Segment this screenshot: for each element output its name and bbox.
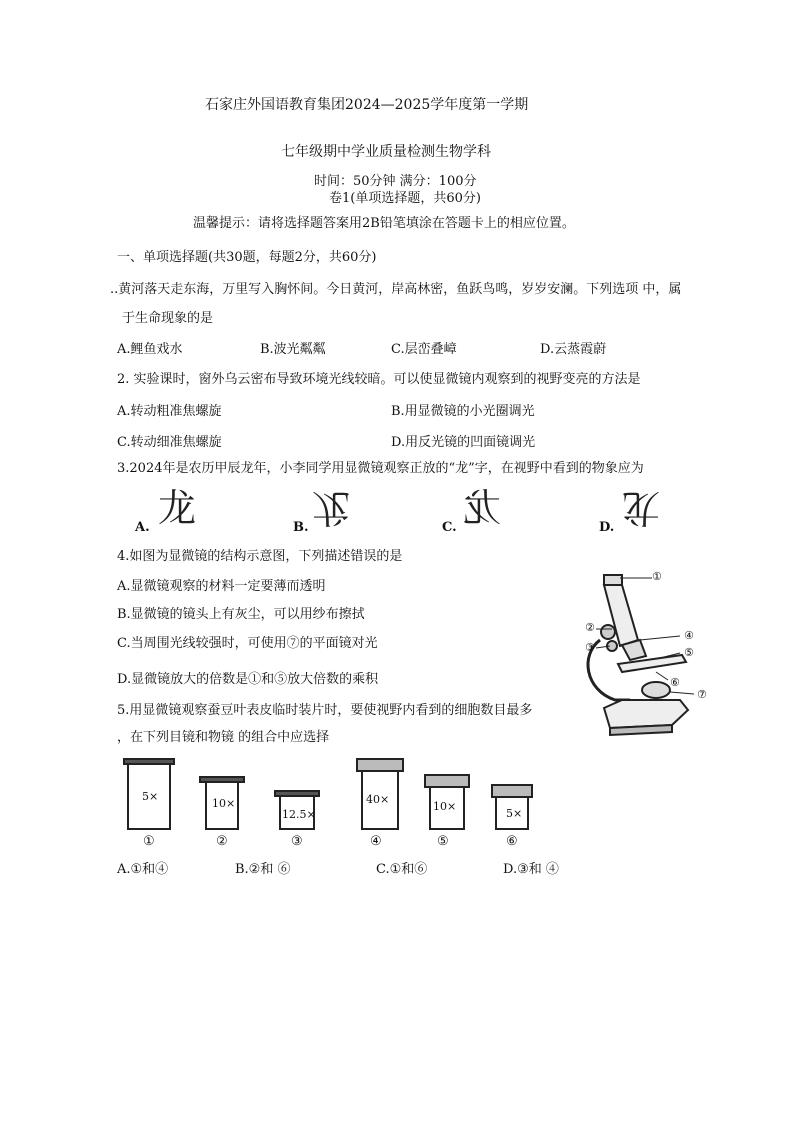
q5-option-c: C.①和⑥ [376,862,428,877]
q5-stem-cont: ，在下列目镜和物镜 的组合中应选择 [117,730,330,745]
figure-label-7: ⑦ [697,688,707,701]
q3-option-a: A. [135,520,150,535]
figure-label-3: ③ [585,641,595,654]
lens-6-num: ⑥ [506,834,518,849]
q1-stem-cont: 于生命现象的是 [122,311,214,326]
lenses-figure [120,755,540,855]
q3-glyph-b: 龙 [312,486,351,530]
lens-5-num: ⑤ [437,834,449,849]
q2-option-c: C.转动细准焦螺旋 [117,435,222,450]
q4-option-d: D.显微镜放大的倍数是①和⑤放大倍数的乘积 [117,672,379,687]
q1-option-a: A.鲤鱼戏水 [117,342,183,357]
volume-label: 卷1(单项选择题，共60分) [329,191,481,206]
q3-glyph-c: 龙 [463,486,502,530]
figure-label-6: ⑥ [670,676,680,689]
figure-label-2: ② [585,621,595,634]
lens-1-mag: 5× [142,790,159,803]
lens-2-num: ② [216,834,228,849]
section-heading: 一、单项选择题(共30题，每题2分，共60分) [117,250,377,265]
q2-option-b: B.用显微镜的小光圈调光 [391,404,535,419]
lens-1-num: ① [143,834,155,849]
q1-option-d: D.云蒸霞蔚 [540,342,607,357]
q3-option-d: D. [599,520,615,535]
q1-stem: ..黄河落天走东海，万里写入胸怀间。今日黄河，岸高林密，鱼跃鸟鸣，岁岁安澜。下列选项 中，属 [110,282,682,297]
exam-title: 石家庄外国语教育集团2024—2025学年度第一学期 [205,97,529,113]
q4-stem: 4.如图为显微镜的结构示意图，下列描述错误的是 [117,549,403,564]
q4-option-a: A.显微镜观察的材料一定要薄而透明 [117,579,326,594]
q3-option-c: C. [442,520,457,535]
q3-stem: 3.2024年是农历甲辰龙年，小李同学用显微镜观察正放的“龙”字，在视野中看到的物象应为 [117,461,644,476]
q2-option-d: D.用反光镜的凹面镜调光 [391,435,536,450]
q5-option-a: A.①和④ [117,862,169,877]
exam-subtitle: 七年级期中学业质量检测生物学科 [281,144,491,160]
q3-glyph-a: 龙 [158,486,197,530]
figure-label-5: ⑤ [684,646,694,659]
tip-text: 温馨提示：请将选择题答案用2B铅笔填涂在答题卡上的相应位置。 [193,216,575,231]
q2-stem: 2. 实验课时，窗外乌云密布导致环境光线较暗。可以使显微镜内观察到的视野变亮的方法是 [117,372,641,387]
lens-4-num: ④ [370,834,382,849]
figure-label-4: ④ [684,629,694,642]
lens-5-mag: 10× [433,800,457,813]
q5-stem: 5.用显微镜观察蚕豆叶表皮临时装片时，要使视野内看到的细胞数目最多 [117,703,533,718]
figure-label-1: ① [652,570,662,583]
q5-option-d: D.③和 ④ [503,862,559,877]
q1-option-c: C.层峦叠嶂 [391,342,457,357]
time-score: 时间：50分钟 满分：100分 [314,174,477,189]
q4-option-c: C.当周围光线较强时，可使用⑦的平面镜对光 [117,636,378,651]
lens-4-mag: 40× [366,793,390,806]
lens-3-num: ③ [291,834,303,849]
q3-option-b: B. [293,520,309,535]
lens-6-mag: 5× [506,807,523,820]
q3-glyph-d: 龙 [622,486,661,530]
q2-option-a: A.转动粗准焦螺旋 [117,404,222,419]
lens-2-mag: 10× [212,797,236,810]
q4-option-b: B.显微镜的镜头上有灰尘，可以用纱布擦拭 [117,607,365,622]
q1-option-b: B.波光粼粼 [260,342,326,357]
q5-option-b: B.②和 ⑥ [235,862,291,877]
lens-3-mag: 12.5× [282,808,316,821]
